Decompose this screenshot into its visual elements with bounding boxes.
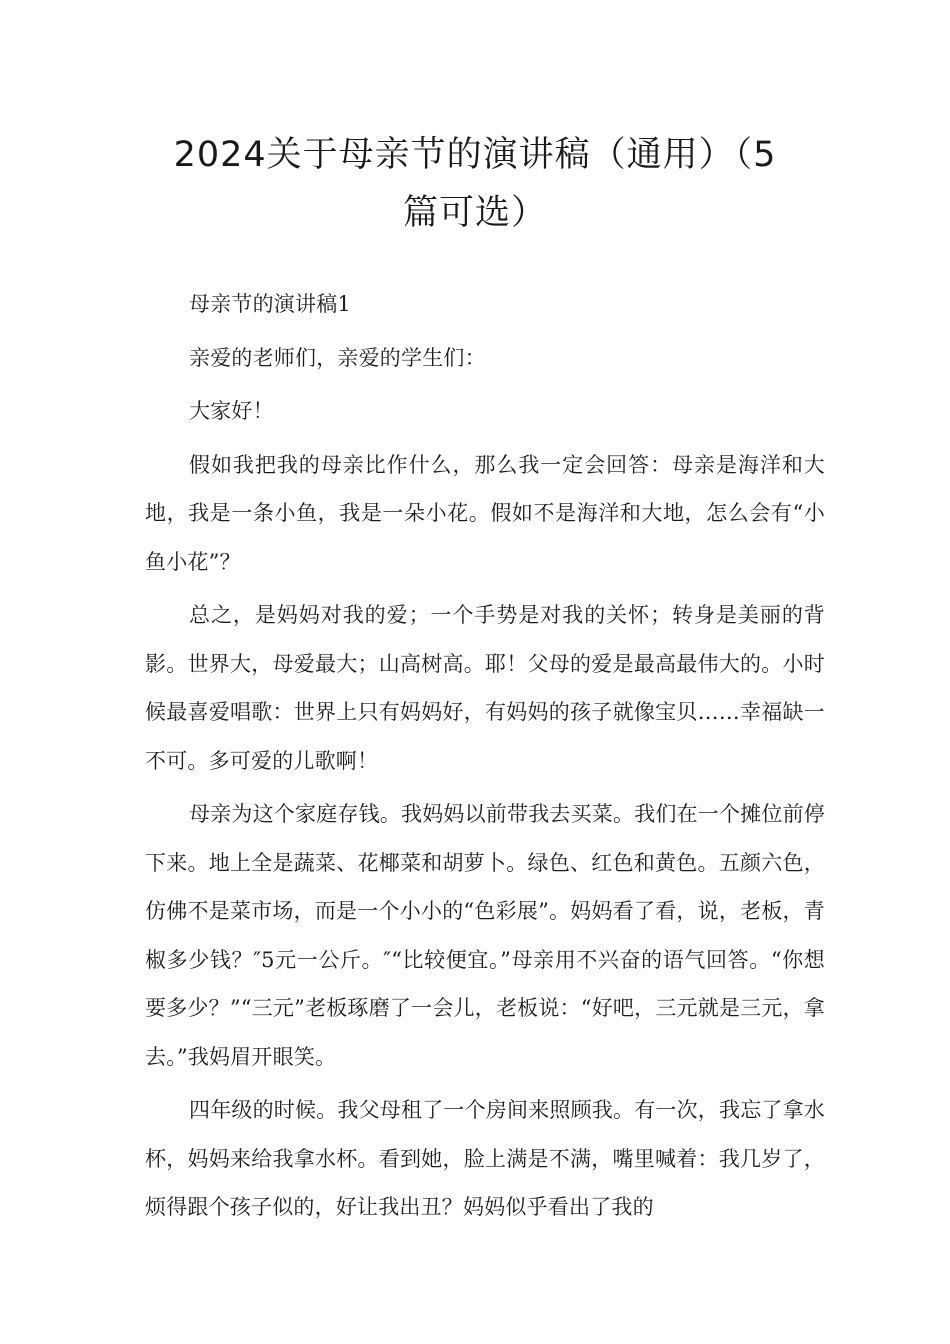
body-paragraph: 母亲为这个家庭存钱。我妈妈以前带我去买菜。我们在一个摊位前停下来。地上全是蔬菜、花椰菜和胡萝卜。绿色、红色和黄色。五颜六色，仿佛不是菜市场，而是一个小小的“色彩展”。妈妈看了看，说，老板，青椒多少钱？″5元一公斤。″“比较便宜。”母亲用不兴奋的语气回答。“你想要多少？”“三元”老板琢磨了一会儿，老板说：“好吧，三元就是三元，拿去。”我妈眉开眼笑。 bbox=[145, 802, 825, 1069]
section-heading: 母亲节的演讲稿1 bbox=[189, 292, 351, 316]
title-line-1: 2024关于母亲节的演讲稿（通用）（5 bbox=[173, 135, 777, 175]
body-paragraph: 总之，是妈妈对我的爱；一个手势是对我的关怀；转身是美丽的背影。世界大，母爱最大；山高树高。耶！父母的爱是最高最伟大的。小时候最喜爱唱歌：世界上只有妈妈好，有妈妈的孩子就像宝贝……幸福缺一不可。多可爱的儿歌啊！ bbox=[145, 603, 825, 773]
salutation: 亲爱的老师们，亲爱的学生们： bbox=[189, 345, 486, 370]
document-title bbox=[130, 126, 820, 242]
title-line-2: 篇可选） bbox=[402, 193, 547, 233]
greeting: 大家好！ bbox=[189, 399, 274, 423]
body-paragraph: 四年级的时候。我父母租了一个房间来照顾我。有一次，我忘了拿水杯，妈妈来给我拿水杯。看到她，脸上满是不满，嘴里喊着：我几岁了，烦得跟个孩子似的，好让我出丑？妈妈似乎看出了我的 bbox=[145, 1098, 825, 1219]
body-paragraph: 假如我把我的母亲比作什么，那么我一定会回答：母亲是海洋和大地，我是一条小鱼，我是一朵小花。假如不是海洋和大地，怎么会有“小鱼小花”？ bbox=[145, 452, 825, 574]
document-body bbox=[145, 280, 825, 1237]
